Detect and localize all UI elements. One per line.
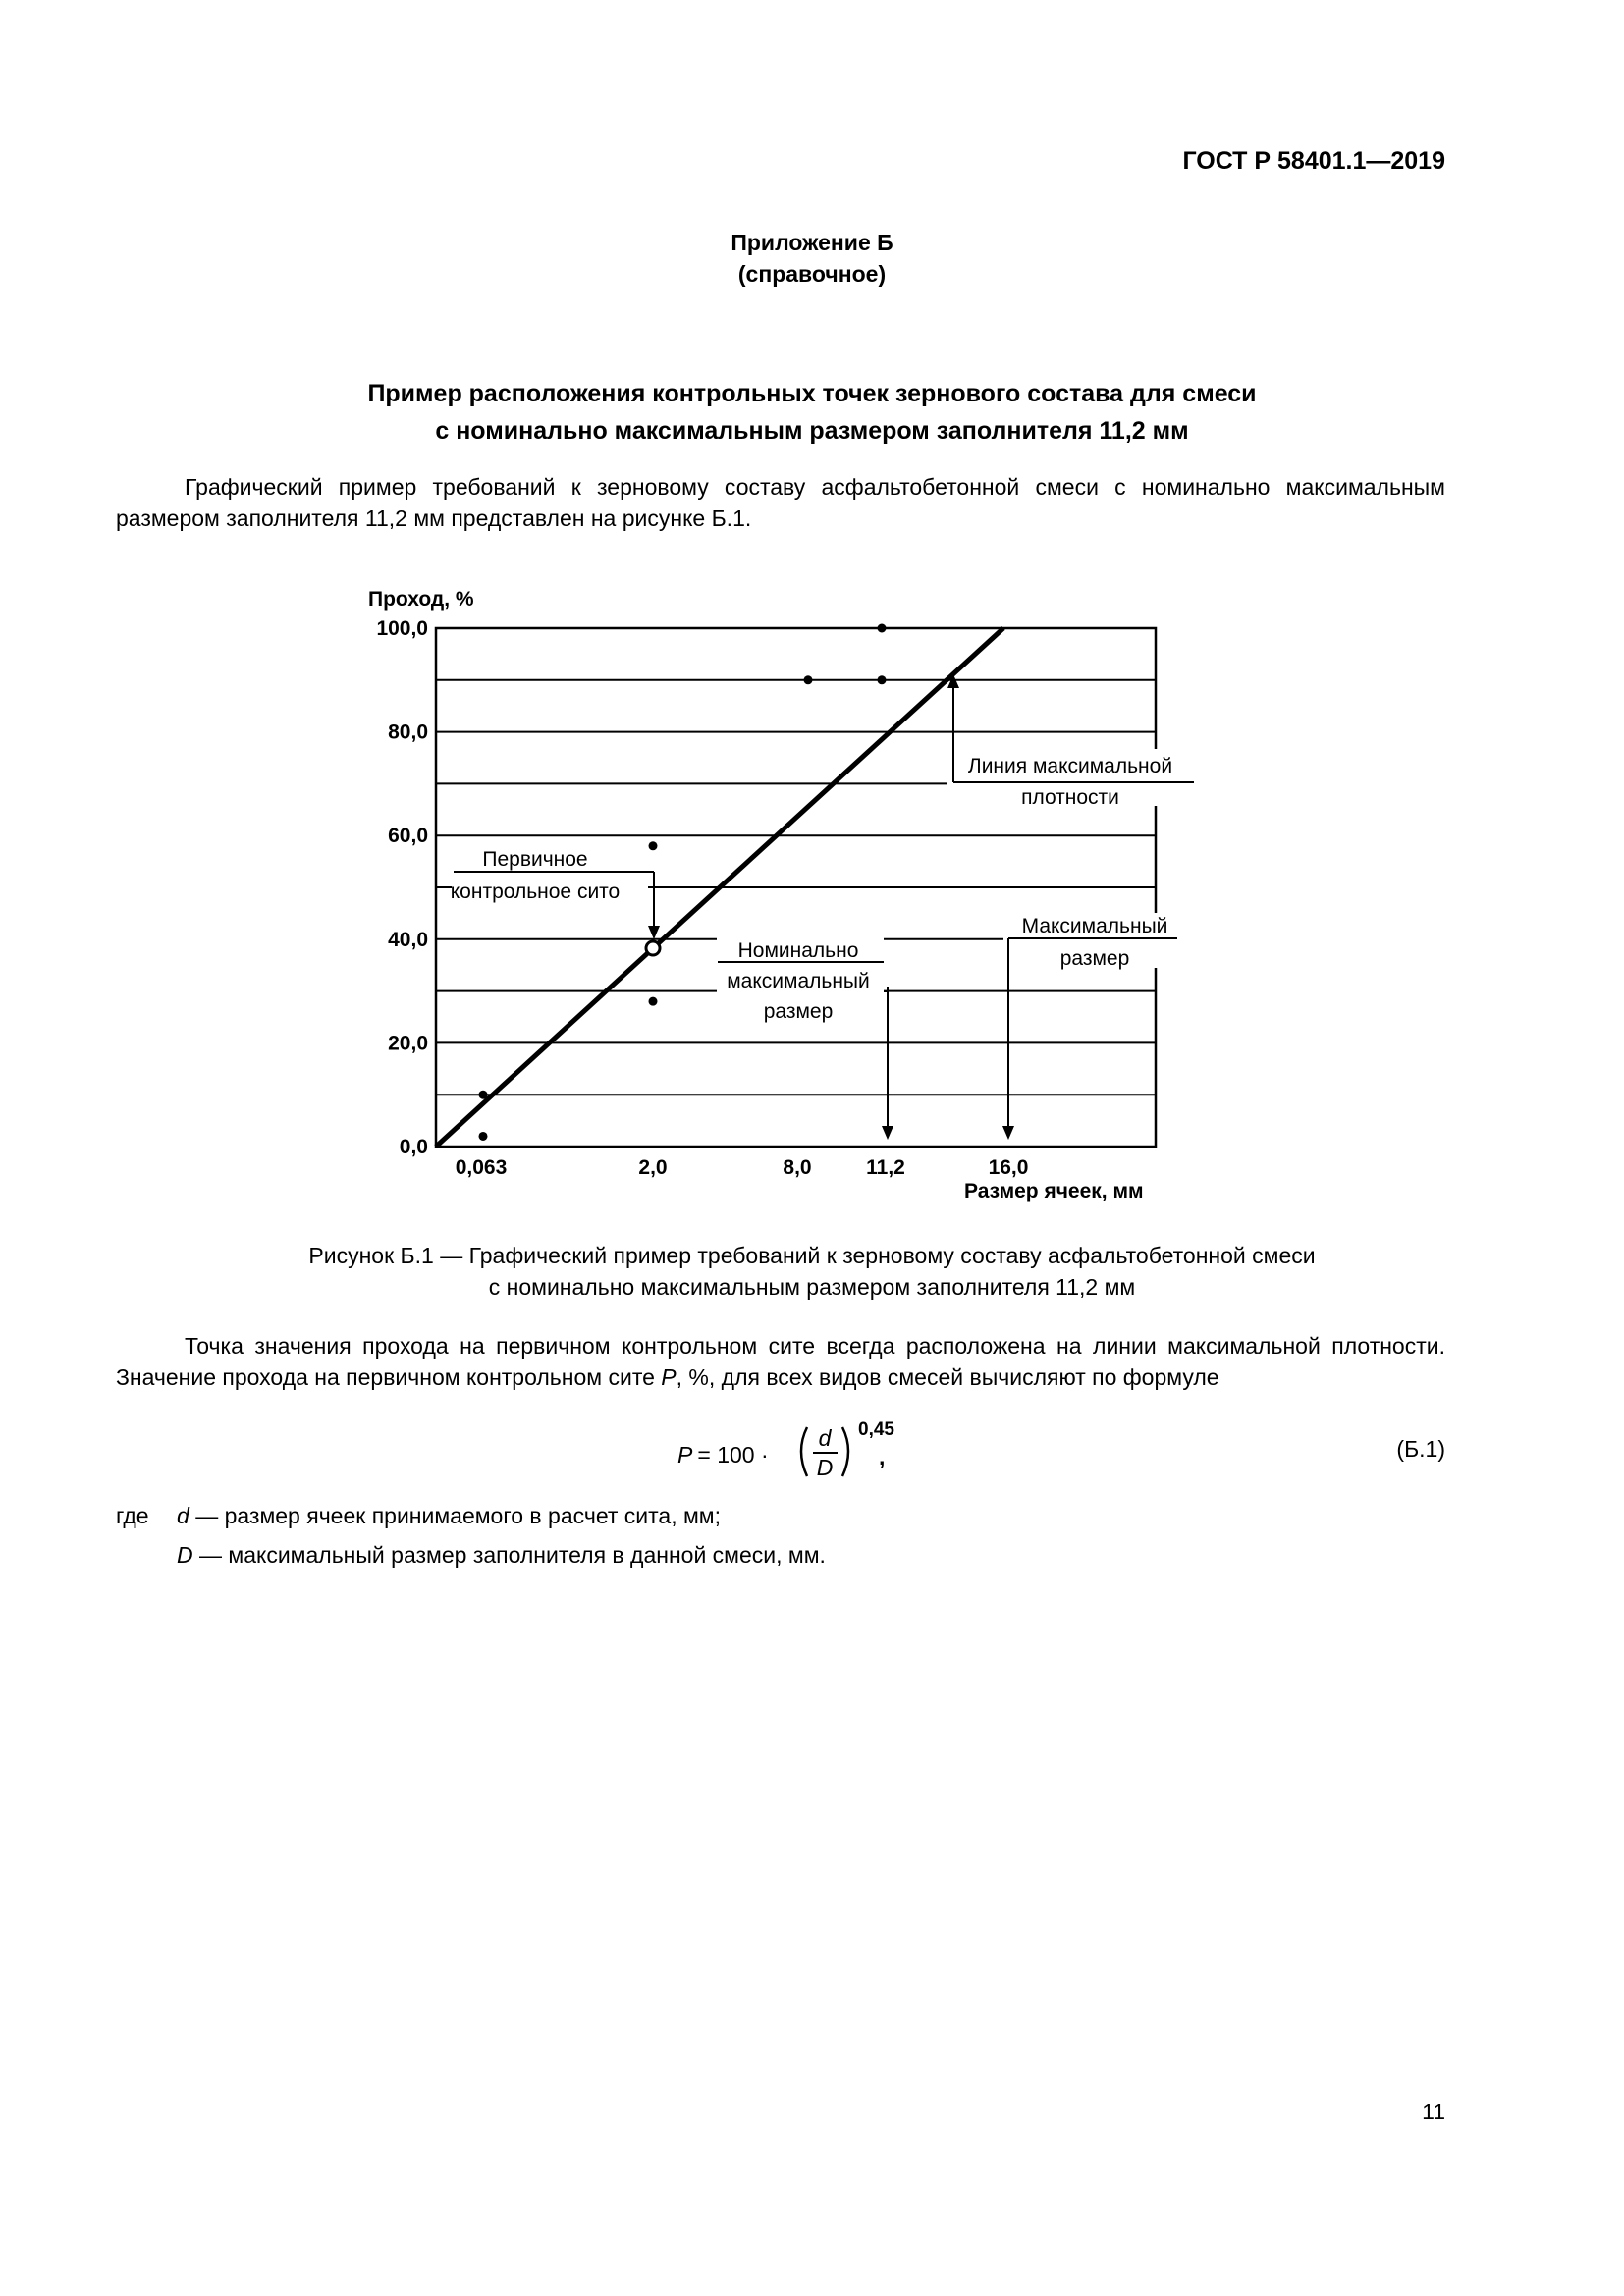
control-point [479,1091,488,1099]
where-row-1 [116,1503,721,1529]
where-row-2 [116,1542,826,1569]
where-var-d: d [177,1503,189,1528]
annex-title: Приложение Б [731,230,893,255]
formula-lhs: P [677,1442,693,1468]
annex-type: (справочное) [737,261,887,287]
body-paragraph [116,1330,1445,1393]
where-desc-1: размер ячеек принимаемого в расчет сита, мм; [224,1503,721,1528]
section-title-line-2: с номинально максимальным размером заполнителя 11,2 мм [435,417,1189,445]
annex-heading [0,227,1624,290]
control-point [479,1132,488,1141]
y-tick-label: 0,0 [399,1136,428,1158]
y-tick-label: 100,0 [376,617,428,640]
formula-number: (Б.1) [1396,1436,1445,1462]
annotation-primary-sieve-1: Первичное [482,848,588,871]
annotation-max-size-2: размер [1059,947,1130,970]
control-point [649,997,658,1006]
where-dash-1: — [195,1503,219,1528]
figure-caption [0,1240,1624,1303]
x-axis-label: Размер ячеек, мм [964,1180,1144,1202]
caption-line-1: Рисунок Б.1 — Графический пример требований к зерновому составу асфальтобетонной смеси [308,1243,1316,1268]
formula [677,1414,903,1492]
para-text-2: , %, для всех видов смесей вычисляют по формуле [676,1364,1219,1390]
annotation-max-size-1: Максимальный [1021,915,1168,937]
control-point [804,675,813,684]
caption-line-2: с номинально максимальным размером заполнителя 11,2 мм [488,1274,1136,1300]
annotation-nominal-max-1: Номинально [737,939,859,962]
grading-chart [334,574,1218,1222]
x-tick-label: 11,2 [866,1156,905,1179]
y-tick-label: 80,0 [388,721,428,744]
standard-number: ГОСТ Р 58401.1—2019 [1182,147,1445,175]
section-title-line-1: Пример расположения контрольных точек зернового состава для смеси [367,380,1257,407]
x-tick-label: 2,0 [638,1156,668,1179]
y-tick-labels [376,617,428,1158]
para-text-1: Точка значения прохода на первичном контрольном сите всегда расположена на линии максимальной плотности. Значение прохода на первичном контрольном сите [116,1333,1445,1390]
intro-text: Графический пример требований к зерновому составу асфальтобетонной смеси с номинально максимальным размером заполнителя 11,2 мм представлен на рисунке Б.1. [116,474,1445,531]
intro-paragraph [116,471,1445,534]
formula-comma: , [879,1444,886,1469]
annotation-nominal-max-2: максимальный [727,970,870,992]
formula-eq: = 100 · [691,1442,776,1468]
primary-sieve-point [646,941,660,955]
y-axis-label: Проход, % [368,588,474,611]
annotation-nominal-max-3: размер [763,1000,834,1023]
control-point [878,624,887,633]
where-desc-2: максимальный размер заполнителя в данной смеси, мм. [228,1542,826,1568]
x-tick-labels [456,1156,1029,1179]
section-title [0,375,1624,450]
var-p: P [661,1364,677,1390]
formula-numerator: d [818,1425,832,1451]
y-tick-label: 20,0 [388,1032,428,1055]
where-var-D: D [177,1542,193,1568]
annotation-primary-sieve-2: контрольное сито [450,881,621,903]
x-tick-label: 8,0 [783,1156,812,1179]
annotation-max-density-1: Линия максимальной [967,755,1173,777]
annotation-max-density-2: плотности [1021,786,1119,809]
control-point [649,841,658,850]
x-tick-label: 16,0 [988,1156,1029,1179]
formula-denominator: D [816,1455,834,1480]
where-dash-2: — [199,1542,223,1568]
formula-exponent: 0,45 [858,1419,894,1440]
y-tick-label: 60,0 [388,825,428,848]
where-word: где [116,1503,149,1528]
x-tick-label: 0,063 [455,1156,508,1179]
y-tick-label: 40,0 [388,928,428,951]
control-point [878,675,887,684]
page-number: 11 [1422,2099,1445,2124]
